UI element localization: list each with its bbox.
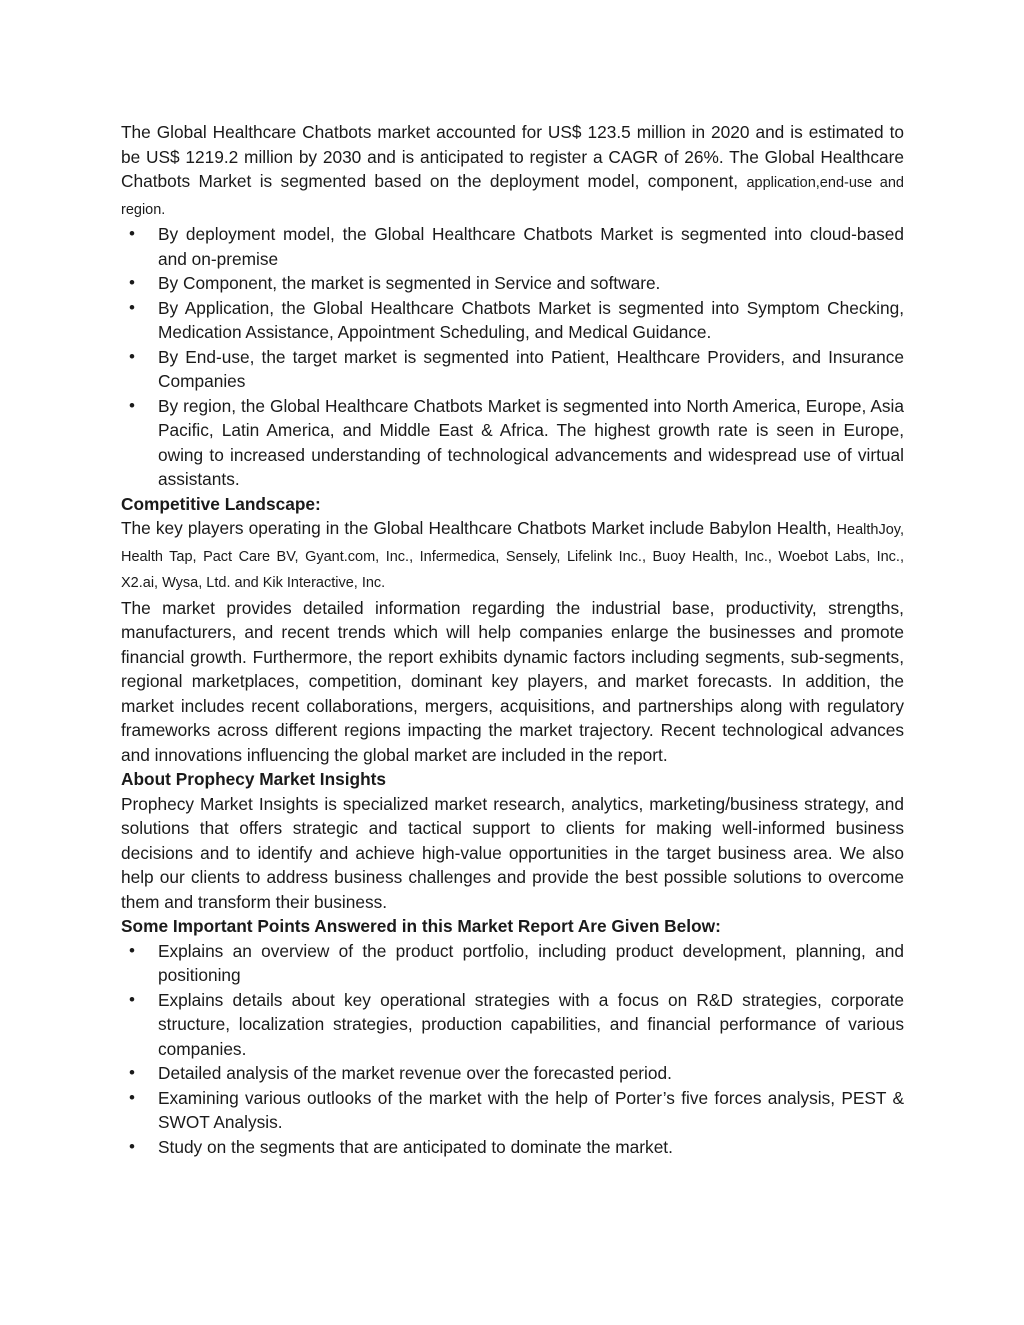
segment-item: • By Application, the Global Healthcare Chatbots Market is segmented into Symptom Checking, Medication Assistance, Appointment Scheduling, and Medical Guidance. [121,296,904,345]
competitive-players: HealthJoy, Health Tap, Pact Care BV, Gyant.com, Inc., Infermedica, Sensely, Lifelink Inc., Buoy Health, Inc., Woebot Labs, Inc., X2.ai, Wysa, Ltd. and Kik Interactive, Inc. [121,522,904,591]
competitive-intro: The key players operating in the Global Healthcare Chatbots Market include Babylon Health, [121,518,832,538]
segment-item: • By Component, the market is segmented in Service and software. [121,271,904,296]
point-item: • Examining various outlooks of the market with the help of Porter’s five forces analysis, PEST & SWOT Analysis. [121,1086,904,1135]
segment-item: • By End-use, the target market is segmented into Patient, Healthcare Providers, and Insurance Companies [121,345,904,394]
segments-list [121,222,904,492]
intro-text: The Global Healthcare Chatbots market accounted for US$ 123.5 million in 2020 and is estimated to be US$ 1219.2 million by 2030 and is anticipated to register a CAGR of 26%. The Global Healthcare Chatbots Market is segmented based on the deployment model, component, [121,122,904,191]
segment-item: • By deployment model, the Global Healthcare Chatbots Market is segmented into cloud-based and on-premise [121,222,904,271]
point-item: • Detailed analysis of the market revenue over the forecasted period. [121,1061,904,1086]
point-item: • Explains details about key operational strategies with a focus on R&D strategies, corporate structure, localization strategies, production capabilities, and financial performance of various companies. [121,988,904,1062]
intro-text-small: application,end-use and region. [121,175,904,218]
point-item: • Study on the segments that are anticipated to dominate the market. [121,1135,904,1160]
document-body [121,120,904,1159]
points-list [121,939,904,1160]
point-item: • Explains an overview of the product portfolio, including product development, planning, and positioning [121,939,904,988]
about-body: Prophecy Market Insights is specialized market research, analytics, marketing/business strategy, and solutions that offers strategic and tactical support to clients for making well-informed business decisions and to identify and achieve high-value opportunities in the target business area. We also help our clients to address business challenges and provide the best possible solutions to overcome them and transform their business. [121,793,904,912]
segment-item: • By region, the Global Healthcare Chatbots Market is segmented into North America, Europe, Asia Pacific, Latin America, and Middle East & Africa. The highest growth rate is seen in Europe, owing to increased understanding of technological advancements and widespread use of virtual assistants. [121,394,904,492]
competitive-players-paragraph [121,516,904,596]
points-heading: Some Important Points Answered in this Market Report Are Given Below: [121,916,721,936]
intro-paragraph [121,120,904,222]
competitive-heading: Competitive Landscape: [121,493,321,514]
competitive-body: The market provides detailed information regarding the industrial base, productivity, strengths, manufacturers, and recent trends which will help companies enlarge the businesses and promote financial growth. Furthermore, the report exhibits dynamic factors including segments, sub-segments, regional marketplaces, competition, dominant key players, and market forecasts. In addition, the market includes recent collaborations, mergers, acquisitions, and partnerships along with regulatory frameworks across different regions impacting the market trajectory. Recent technological advances and innovations influencing the global market are included in the report. [121,597,904,765]
about-heading: About Prophecy Market Insights [121,769,387,789]
